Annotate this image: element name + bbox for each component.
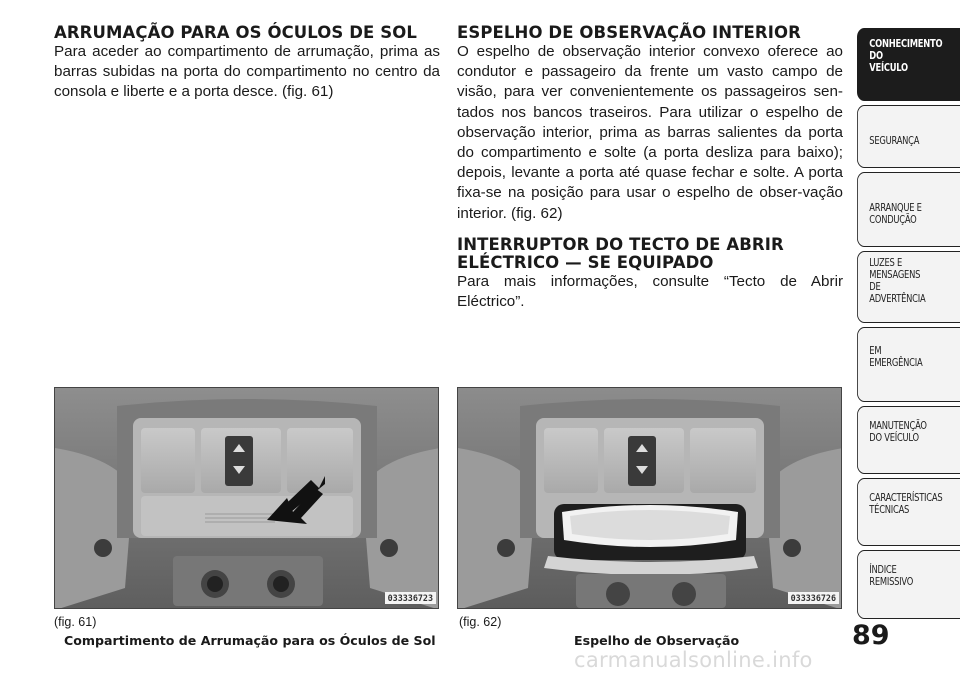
section-heading-sunroof: INTERRUPTOR DO TECTO DE ABRIR ELÉCTRICO — SE EQUIPADO [457, 234, 784, 272]
tab-label: ARRANQUE E CONDUÇÃO [869, 203, 922, 226]
figure-62-label: (fig. 62) [459, 615, 502, 629]
tab-conhecimento[interactable] [857, 28, 960, 101]
section-heading-sunglasses: ARRUMAÇÃO PARA OS ÓCULOS DE SOL [54, 23, 417, 42]
tab-indice[interactable] [857, 550, 960, 619]
tab-label: CONHECIMENTO DO VEÍCULO [869, 39, 943, 74]
figure-code: 033336723 [385, 592, 436, 604]
right-column [457, 24, 843, 312]
page-number: 89 [852, 620, 890, 651]
tab-label: SEGURANÇA [869, 136, 920, 147]
tab-arranque[interactable] [857, 172, 960, 247]
tab-label: EM EMERGÊNCIA [869, 346, 923, 369]
section-body-mirror: O espelho de observação interior convexo oferece ao condutor e passageiro da frente um vasto campo de visão, para ver convenientemente os passageiros sen-tados nos bancos traseiros. Para utilizar o espelho de observação interior, prima as barras salientes da porta do compartimento e solte (a porta desliza para baixo); depois, levante a porta até quase fechar e solte. A porta fixa-se na posição para usar o espelho de obser-vação interior. (fig. 62) [457, 43, 843, 222]
tab-seguranca[interactable] [857, 105, 960, 168]
figure-61-label: (fig. 61) [54, 615, 97, 629]
left-column [54, 24, 440, 103]
figure-61-image [54, 387, 439, 609]
tab-label: LUZES E MENSAGENS DE ADVERTÊNCIA [869, 258, 926, 305]
tab-label: CARACTERÍSTICAS TÉCNICAS [869, 493, 943, 516]
tab-label: ÍNDICE REMISSIVO [869, 565, 914, 588]
tab-manutencao[interactable] [857, 406, 960, 474]
section-body-sunglasses: Para aceder ao compartimento de arrumação, prima as barras subidas na porta do compartimento no centro da consola e liberte e a porta desce. (fig. 61) [54, 43, 440, 101]
tab-caracteristicas[interactable] [857, 478, 960, 546]
tab-luzes[interactable] [857, 251, 960, 323]
section-body-sunroof: Para mais informações, consulte “Tecto de Abrir Eléctrico”. [457, 272, 843, 311]
figure-62-caption: Espelho de Observação [574, 633, 740, 648]
figure-62-image [457, 387, 842, 609]
tab-emergencia[interactable] [857, 327, 960, 402]
figure-code: 033336726 [788, 592, 839, 604]
watermark-text: carmanualsonline.info [574, 648, 813, 672]
figure-61-caption: Compartimento de Arrumação para os Óculos de Sol [64, 633, 436, 648]
tab-label: MANUTENÇÃO DO VEÍCULO [869, 421, 927, 444]
section-heading-mirror: ESPELHO DE OBSERVAÇÃO INTERIOR [457, 23, 801, 42]
